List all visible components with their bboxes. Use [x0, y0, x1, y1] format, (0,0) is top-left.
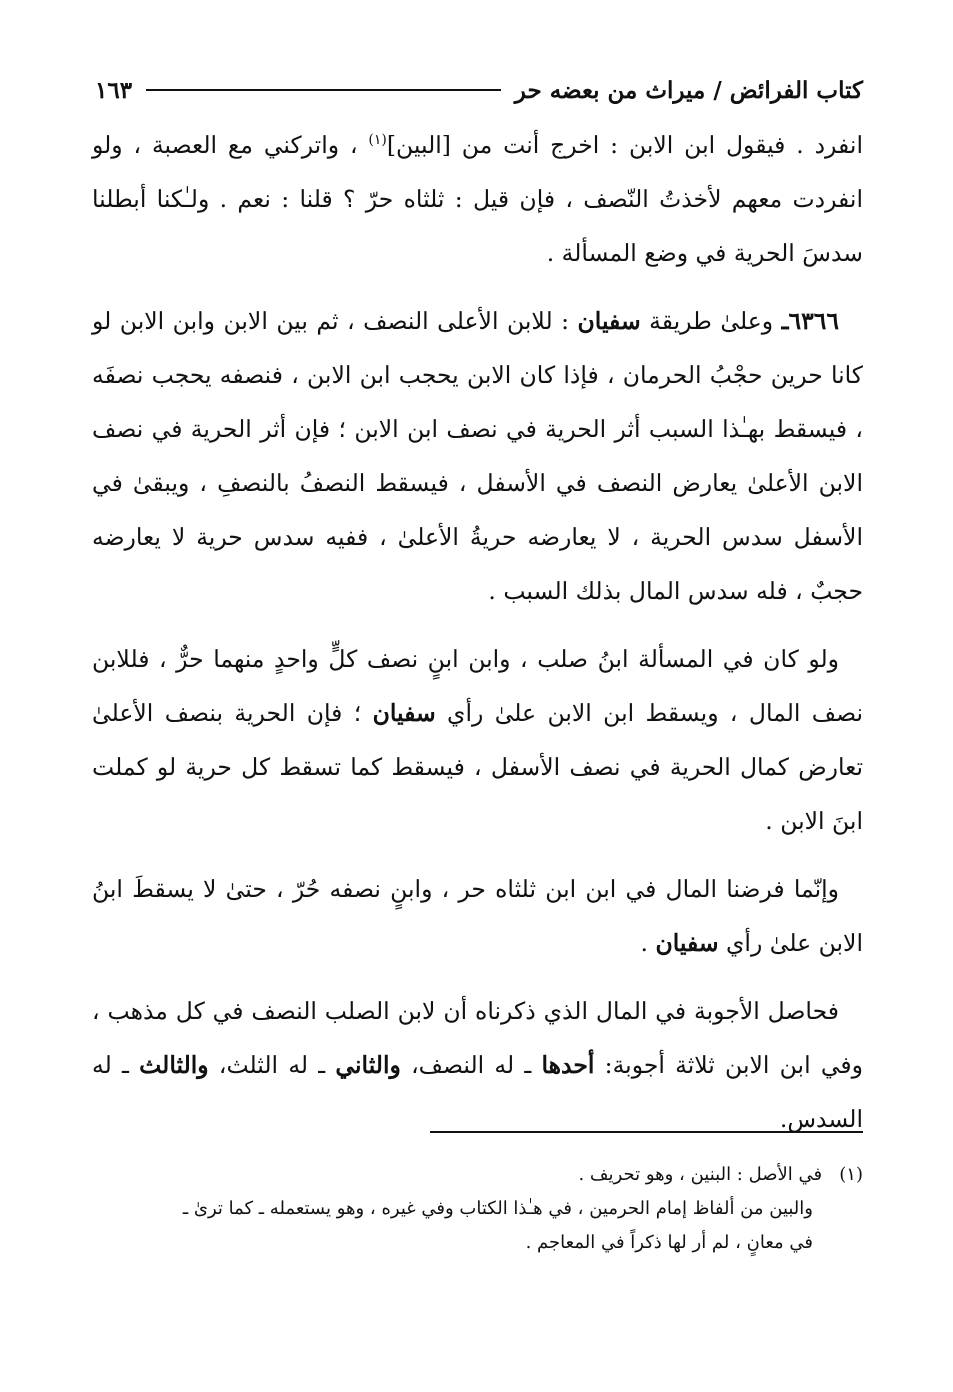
- paragraph-1-text-b: ، واتركني مع العصبة ، ولو انفردت معهم لأخذتُ النّصف ، فإن قيل : ثلثاه حرّ ؟ قلنا : نعم . ولـٰكنا أبطلنا سدسَ الحرية في وضع المسألة .: [92, 131, 863, 267]
- paragraph-4: [92, 862, 863, 970]
- footnote-1-line-1: في الأصل : البنين ، وهو تحريف .: [578, 1164, 823, 1185]
- paragraph-2-text-b: : للابن الأعلى النصف ، ثم بين الابن وابن الابن لو كانا حرين حجْبُ الحرمان ، فإذا كان الابن يحجب ابن الابن ، فنصفه يحجب نصفَه ، فيسقط بهـٰذا السبب أثر الحرية في نصف ابن الابن ؛ فإن أثر الحرية في نصف الابن الأعلىٰ يعارض النصف في الأسفل ، فيسقط النصفُ بالنصفِ ، ويبقىٰ في الأسفل سدس الحرية ، لا يعارضه حريةُ الأعلىٰ ، ففيه سدس حرية لا يعارضه حجبٌ ، فله سدس المال بذلك السبب .: [92, 307, 863, 605]
- paragraph-1-text-a: انفرد . فيقول ابن الابن : اخرج أنت من [البين]: [386, 131, 863, 159]
- name-sufyan: سفيان: [655, 929, 719, 957]
- answer-second-text: ـ له الثلث،: [208, 1051, 336, 1079]
- name-sufyan: سفيان: [577, 307, 641, 335]
- paragraph-3-text-b: ؛ فإن الحرية بنصف الأعلىٰ تعارض كمال الحرية في نصف الأسفل ، فيسقط كما تسقط كل حرية لو كملت ابنَ الابن .: [92, 699, 863, 835]
- answer-second: والثاني: [335, 1051, 401, 1079]
- answer-first: أحدها: [541, 1051, 595, 1079]
- footnotes: [92, 1158, 863, 1260]
- issue-number: ٦٣٦٦ـ: [781, 307, 839, 335]
- answer-third: والثالث: [139, 1051, 209, 1079]
- footnote-1-mark: (١): [839, 1164, 863, 1185]
- paragraph-3: [92, 632, 863, 848]
- answer-first-text: ـ له النصف،: [400, 1051, 542, 1079]
- paragraph-4-text-b: .: [640, 929, 656, 957]
- footnote-separator: [430, 1131, 863, 1133]
- paragraph-1: [92, 118, 863, 280]
- paragraph-5: [92, 984, 863, 1146]
- header-rule: [146, 89, 501, 91]
- footnote-1-line-2: والبين من ألفاظ إمام الحرمين ، في هـٰذا الكتاب وفي غيره ، وهو يستعمله ـ كما ترىٰ ـ: [182, 1198, 813, 1219]
- paragraph-4-text-a: وإنّما فرضنا المال في ابن ابن ثلثاه حر ، وابنٍ نصفه حُرّ ، حتىٰ لا يسقطَ ابنُ الابن علىٰ رأي: [92, 875, 863, 957]
- paragraph-2-text-a: وعلىٰ طريقة: [640, 307, 782, 335]
- paragraph-3-text-a: ولو كان في المسألة ابنُ صلب ، وابن ابنٍ نصف كلٍّ واحدٍ منهما حرٌّ ، فللابن نصف المال ، ويسقط ابن الابن علىٰ رأي: [92, 645, 863, 727]
- paragraph-2: [92, 294, 863, 618]
- header-title: كتاب الفرائض / ميراث من بعضه حر: [514, 76, 863, 104]
- footnote-1: [92, 1158, 863, 1192]
- paragraph-5-text-a: فحاصل الأجوبة في المال الذي ذكرناه أن لابن الصلب النصف في كل مذهب ، وفي ابن الابن ثلاثة أجوبة:: [92, 997, 863, 1079]
- name-sufyan: سفيان: [372, 699, 436, 727]
- main-text: [92, 118, 863, 1160]
- answer-third-text: ـ له السدس.: [92, 1051, 863, 1133]
- running-header: [95, 70, 863, 110]
- footnote-1-line-3: في معانٍ ، لم أر لها ذكراً في المعاجم .: [525, 1232, 813, 1253]
- footnote-mark: (١): [368, 132, 387, 149]
- page-number: ١٦٣: [95, 76, 133, 104]
